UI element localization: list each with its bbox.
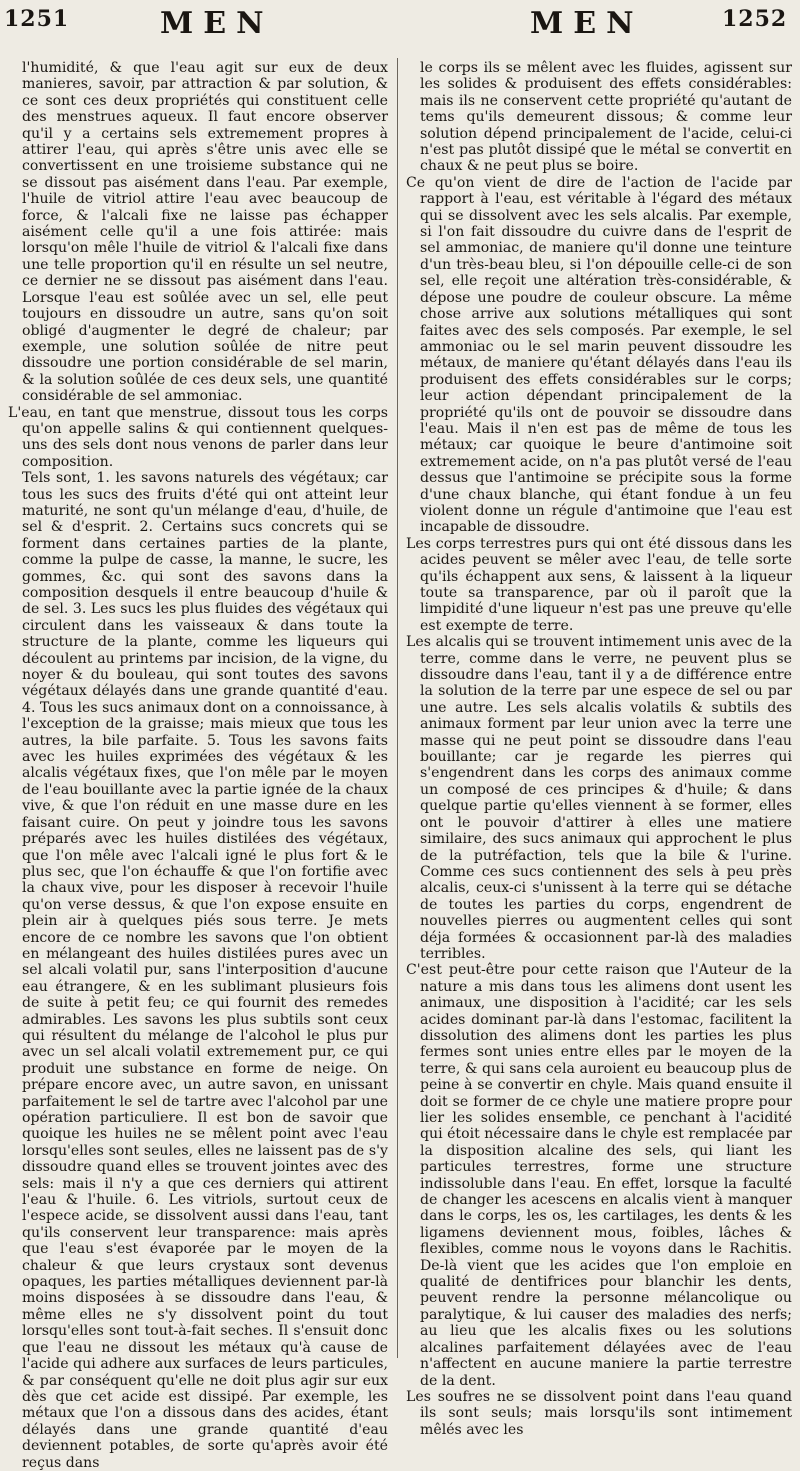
left-column xyxy=(8,60,388,1471)
running-head-right: MEN xyxy=(530,6,644,41)
paragraph: Les alcalis qui se trouvent intimement unis avec de la terre, comme dans le verre, ne peuvent plus se dissoudre dans l'eau, tant il y a de différence entre la solution de la terre par une espece de sel ou par une autre. Les sels alcalis volatils & subtils des animaux forment par leur union avec la terre une masse qui ne peut point se dissoudre dans l'eau bouillante; car je regarde les pierres qui s'engendrent dans les corps des animaux comme un composé de ces principes & d'huile; & dans quelque partie qu'elles viennent à se former, elles ont le pouvoir d'attirer à elles une matiere similaire, des sucs animaux qui approchent le plus de la putréfaction, tels que la bile & l'urine. Comme ces sucs contiennent des sels à peu près alcalis, ceux-ci s'unissent à la terre qui se détache de toutes les parties du corps, engendrent de nouvelles pierres ou augmentent celles qui sont déja formées & occasionnent par-là des maladies terribles. xyxy=(406,634,792,962)
paragraph: le corps ils se mêlent avec les fluides, agissent sur les solides & produisent des effets considérables: mais ils ne conservent cette propriété qu'autant de tems qu'ils demeurent dissous; & comme leur solution dépend principalement de l'acide, celui-ci n'est pas plutôt dissipé que le métal se convertit en chaux & ne peut plus se boire. xyxy=(420,60,792,175)
running-head-left: MEN xyxy=(160,6,274,41)
paragraph: Les soufres ne se dissolvent point dans l'eau quand ils sont seuls; mais lorsqu'ils sont intimement mêlés avec les xyxy=(406,1388,792,1438)
paragraph: C'est peut-être pour cette raison que l'Auteur de la nature a mis dans tous les alimens dont usent les animaux, une disposition à l'acidité; car les sels acides dominant par-là dans l'estomac, facilitent la dissolution des alimens dont les parties les plus fermes sont unies entre elles par le moyen de la terre, & qui sans cela auroient eu beaucoup plus de peine à se convertir en chyle. Mais quand ensuite il doit se former de ce chyle une matiere propre pour lier les solides ensemble, ce penchant à l'acidité qui étoit nécessaire dans le chyle est remplacée par la disposition alcaline des sels, qui liant les particules terrestres, forme une structure indissoluble dans l'eau. En effet, lorsque la faculté de changer les acescens en alcalis vient à manquer dans le corps, les os, les cartilages, les dents & les ligamens deviennent mous, foibles, lâches & flexibles, comme nous le voyons dans le Rachitis. De-là vient que les acides que l'on emploie en qualité de dentifrices pour blanchir les dents, peuvent rendre la personne mélancolique ou paralytique, & lui causer des maladies des nerfs; au lieu que les alcalis fixes ou les solutions alcalines parfaitement délayées avec de l'eau n'affectent en aucune maniere la partie terrestre de la dent. xyxy=(406,962,792,1389)
column-divider xyxy=(397,58,398,1358)
page-number-right: 1252 xyxy=(722,6,788,32)
paragraph: Ce qu'on vient de dire de l'action de l'acide par rapport à l'eau, est véritable à l'égard des métaux qui se dissolvent avec les sels alcalis. Par exemple, si l'on fait dissoudre du cuivre dans de l'esprit de sel ammoniac, de maniere qu'il donne une teinture d'un très-beau bleu, si l'on dépouille celle-ci de son sel, elle reçoit une altération très-considérable, & dépose une poudre de couleur obscure. La même chose arrive aux solutions métalliques qui sont faites avec des sels composés. Par exemple, le sel ammoniac ou le sel marin peuvent dissoudre les métaux, de maniere qu'étant délayés dans l'eau ils produisent des effets considérables sur le corps; leur action dépendant principalement de la propriété qu'ils ont de pouvoir se dissoudre dans l'eau. Mais il n'en est pas de même de tous les métaux; car quoique le beure d'antimoine soit extremement acide, on n'a pas plutôt versé de l'eau dessus que l'antimoine se précipite sous la forme d'une chaux blanche, qui étant fondue à un feu violent donne un régule d'antimoine que l'eau est incapable de dissoudre. xyxy=(406,174,792,536)
paragraph: Les corps terrestres purs qui ont été dissous dans les acides peuvent se mêler avec l'eau, de telle sorte qu'ils échappent aux sens, & laissent à la liqueur toute sa transparence, par où il paroît que la limpidité d'une liqueur n'est pas une preuve qu'elle est exempte de terre. xyxy=(406,535,792,634)
right-column xyxy=(406,60,792,1438)
page-number-left: 1251 xyxy=(4,6,70,32)
paragraph: L'eau, en tant que menstrue, dissout tous les corps qu'on appelle salins & qui contiennent quelques-uns des sels dont nous venons de parler dans leur composition. xyxy=(8,404,388,470)
paragraph: Tels sont, 1. les savons naturels des végétaux; car tous les sucs des fruits d'été qui ont atteint leur maturité, ne sont qu'un mélange d'eau, d'huile, de sel & d'esprit. 2. Certains sucs concrets qui se forment dans certaines parties de la plante, comme la pulpe de casse, la manne, le sucre, les gommes, &c. qui sont des savons dans la composition desquels il entre beaucoup d'huile & de sel. 3. Les sucs les plus fluides des végétaux qui circulent dans les vaisseaux & dans toute la structure de la plante, comme les liqueurs qui découlent au printems par incision, de la vigne, du noyer & du bouleau, qui sont toutes des savons végétaux délayés dans une grande quantité d'eau. 4. Tous les sucs animaux dont on a connoissance, à l'exception de la graisse; mais mieux que tous les autres, la bile parfaite. 5. Tous les savons faits avec les huiles exprimées des végétaux & les alcalis végétaux fixes, que l'on mêle par le moyen de l'eau bouillante avec la partie ignée de la chaux vive, & que l'on réduit en une masse dure en les faisant cuire. On peut y joindre tous les savons préparés avec les huiles distilées des végétaux, que l'on mêle avec l'alcali igné le plus fort & le plus sec, que l'on échauffe & que l'on fortifie avec la chaux vive, pour les disposer à recevoir l'huile qu'on verse dessus, & que l'on expose ensuite en plein air à quelques piés sous terre. Je mets encore de ce nombre les savons que l'on obtient en mélangeant des huiles distilées pures avec un sel alcali volatil pur, sans l'interposition d'aucune eau étrangere, & en les sublimant plusieurs fois de suite à petit feu; ce qui fournit des remedes admirables. Les savons les plus subtils sont ceux qui résultent du mélange de l'alcohol le plus pur avec un sel alcali volatil extremement pur, ce qui produit une substance en forme de neige. On prépare encore avec, un autre savon, en unissant parfaitement le sel de tartre avec l'alcohol par une opération particuliere. Il est bon de savoir que quoique les huiles ne se mêlent point avec l'eau lorsqu'elles sont seules, elles ne laissent pas de s'y dissoudre quand elles se trouvent jointes avec des sels: mais il n'y a que ces derniers qui attirent l'eau & l'huile. 6. Les vitriols, surtout ceux de l'espece acide, se dissolvent aussi dans l'eau, tant qu'ils conservent leur transparence: mais après que l'eau s'est évaporée par le moyen de la chaleur & que leurs crystaux sont devenus opaques, les parties métalliques deviennent par-là moins disposées à se dissoudre dans l'eau, & même elles ne s'y dissolvent point du tout lorsqu'elles sont tout-à-fait seches. Il s'ensuit donc que l'eau ne dissout les métaux qu'à cause de l'acide qui adhere aux surfaces de leurs particules, & par conséquent qu'elle ne doit plus agir sur eux dès que cet acide est dissipé. Par exemple, les métaux que l'on a dissous dans des acides, étant délayés dans une grande quantité d'eau deviennent potables, de sorte qu'après avoir été reçus dans xyxy=(22,470,388,1471)
paragraph: l'humidité, & que l'eau agit sur eux de deux manieres, savoir, par attraction & par solution, & ce sont ces deux propriétés qui constituent celle des menstrues aqueux. Il faut encore observer qu'il y a certains sels extremement propres à attirer l'eau, qui après s'être unis avec elle se convertissent en une troisieme substance qui ne se dissout pas aisément dans l'eau. Par exemple, l'huile de vitriol attire l'eau avec beaucoup de force, & l'alcali fixe ne laisse pas échapper aisément celle qu'il a une fois attirée: mais lorsqu'on mêle l'huile de vitriol & l'alcali fixe dans une telle proportion qu'il en résulte un sel neutre, ce dernier ne se dissout pas aisément dans l'eau. Lorsque l'eau est soûlée avec un sel, elle peut toujours en dissoudre un autre, sans qu'on soit obligé d'augmenter le degré de chaleur; par exemple, une solution soûlée de nitre peut dissoudre une portion considérable de sel marin, & la solution soûlée de ces deux sels, une quantité considérable de sel ammoniac. xyxy=(22,60,388,405)
